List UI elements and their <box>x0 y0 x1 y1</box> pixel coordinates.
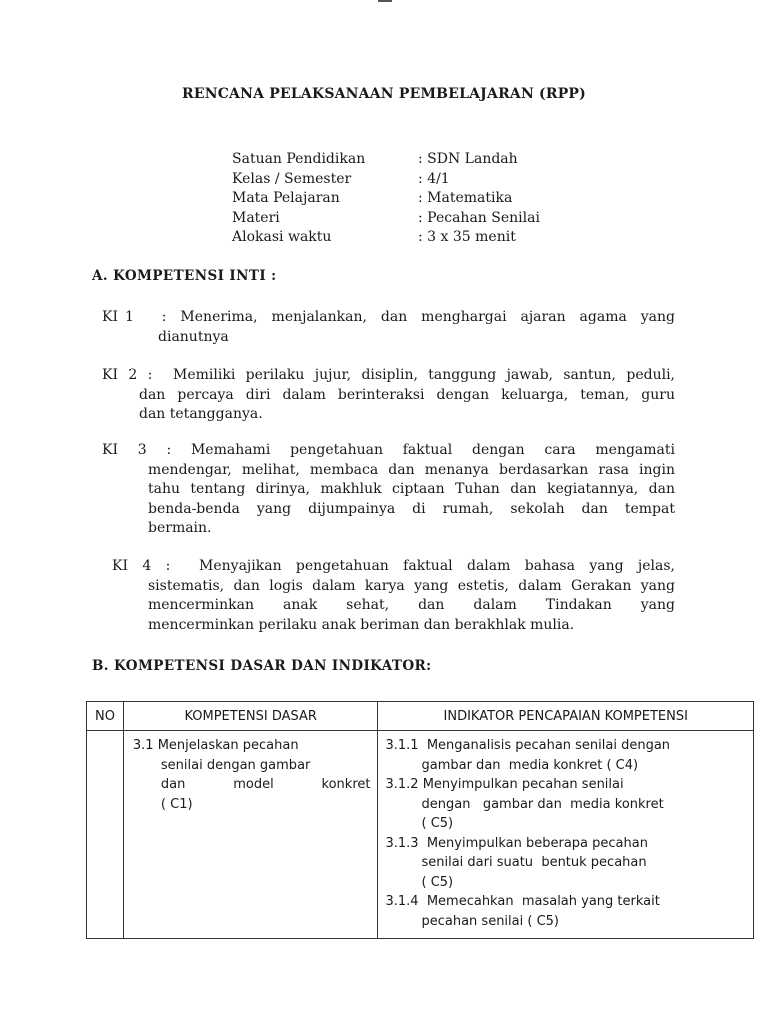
cell-kompetensi-dasar <box>123 731 378 939</box>
info-value: : 4/1 <box>418 170 450 187</box>
info-value: : SDN Landah <box>418 151 518 167</box>
cell-indikator <box>378 731 754 939</box>
info-value: : Matematika <box>418 190 513 206</box>
ki-4 <box>112 557 675 635</box>
info-row <box>232 228 540 248</box>
cell-no <box>87 731 124 939</box>
ki-4-line: mencerminkan anak sehat, dan dalam Tindakan yang <box>148 597 675 613</box>
info-value: : Pecahan Senilai <box>418 209 540 226</box>
info-row <box>232 209 540 229</box>
kd-line: 3.1 Menjelaskan pecahan <box>132 738 299 753</box>
indicator-line: dengan gambar dan media konkret <box>421 796 664 812</box>
indicator-line: senilai dari suatu bentuk pecahan <box>421 855 647 870</box>
indicator-line: gambar dan media konkret ( C4) <box>421 757 639 773</box>
table-header-row <box>87 702 754 731</box>
info-label: Materi <box>232 209 280 226</box>
ki-3-line: KI 3 : Memahami pengetahuan faktual dengan cara mengamati <box>102 442 675 458</box>
indicator-item <box>385 834 746 893</box>
ki-3 <box>102 441 675 539</box>
ki-4-line: sistematis, dan logis dalam karya yang estetis, dalam Gerakan yang <box>148 577 675 594</box>
ki-2-line: dan tetangganya. <box>139 406 263 422</box>
indicator-item <box>385 775 746 834</box>
identity-block <box>232 150 540 248</box>
header-no: NO <box>87 702 124 731</box>
section-a-heading: A. KOMPETENSI INTI : <box>92 268 277 284</box>
info-value: : 3 x 35 menit <box>418 229 516 245</box>
info-label: Kelas / Semester <box>232 170 352 187</box>
section-b-heading: B. KOMPETENSI DASAR DAN INDIKATOR: <box>92 658 432 674</box>
ki-3-line: bermain. <box>148 520 212 536</box>
info-row <box>232 189 540 209</box>
ki-2-line: KI 2 : Memiliki perilaku jujur, disiplin, tanggung jawab, santun, peduli, <box>102 367 675 383</box>
ki-3-line: tahu tentang dirinya, makhluk ciptaan Tuhan dan kegiatannya, dan <box>148 481 675 497</box>
indicator-line: pecahan senilai ( C5) <box>421 913 559 929</box>
ki-2 <box>102 366 675 425</box>
info-label: Satuan Pendidikan <box>232 151 366 167</box>
ki-4-line: mencerminkan perilaku anak beriman dan berakhlak mulia. <box>148 616 575 633</box>
info-label: Mata Pelajaran <box>232 190 340 206</box>
ki-1-line: dianutnya <box>158 328 229 345</box>
indicator-item <box>385 736 746 775</box>
ki-2-line: dan percaya diri dalam berinteraksi dengan keluarga, teman, guru <box>139 386 675 403</box>
indicator-item <box>385 892 746 931</box>
ki-3-line: mendengar, melihat, membaca dan menanya berdasarkan rasa ingin <box>148 461 675 478</box>
kd-line: ( C1) <box>160 796 193 812</box>
competency-table <box>86 701 754 939</box>
ki-1 <box>102 308 675 347</box>
indicator-line: 3.1.4 Memecahkan masalah yang terkait <box>385 894 660 909</box>
indicator-line: 3.1.1 Menganalisis pecahan senilai dengan <box>385 738 671 753</box>
info-label: Alokasi waktu <box>232 229 332 245</box>
kd-line: dan model konkret <box>160 777 371 792</box>
document-title: RENCANA PELAKSANAAN PEMBELAJARAN (RPP) <box>182 86 586 102</box>
ki-1-line: KI 1 : Menerima, menjalankan, dan menghargai ajaran agama yang <box>102 309 675 325</box>
indicator-line: 3.1.3 Menyimpulkan beberapa pecahan <box>385 835 648 851</box>
ki-4-line: KI 4 : Menyajikan pengetahuan faktual dalam bahasa yang jelas, <box>112 558 675 574</box>
page-top-mark <box>378 0 392 2</box>
indicator-line: ( C5) <box>421 874 454 890</box>
indicator-line: 3.1.2 Menyimpulkan pecahan senilai <box>385 777 624 792</box>
table-row <box>87 731 754 939</box>
header-indikator: INDIKATOR PENCAPAIAN KOMPETENSI <box>378 702 754 731</box>
info-row <box>232 150 540 170</box>
ki-3-line: benda-benda yang dijumpainya di rumah, sekolah dan tempat <box>148 500 675 517</box>
info-row <box>232 170 540 190</box>
kd-line: senilai dengan gambar <box>160 757 311 773</box>
header-kompetensi-dasar: KOMPETENSI DASAR <box>123 702 378 731</box>
indicator-line: ( C5) <box>421 816 454 831</box>
